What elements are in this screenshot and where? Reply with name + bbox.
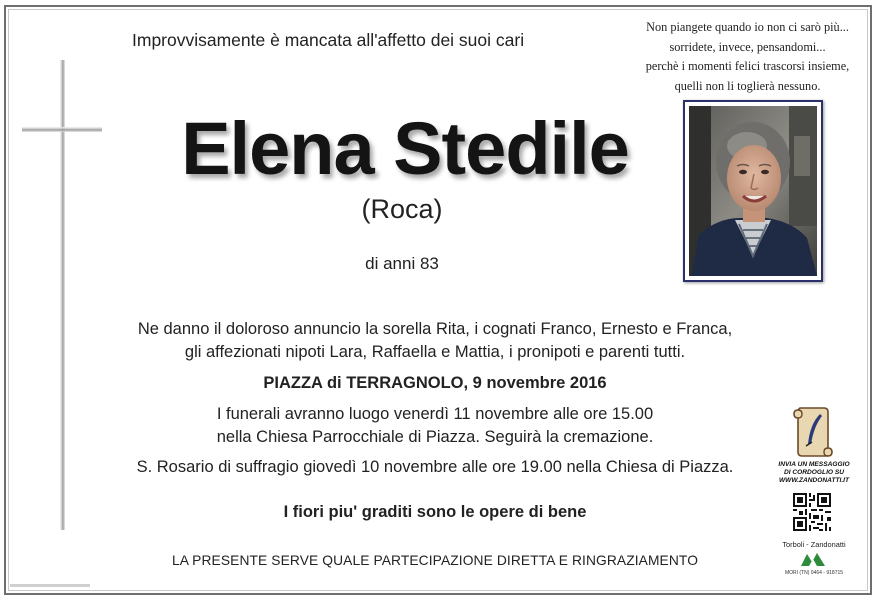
poem-line: sorridete, invece, pensandomi... <box>669 39 826 54</box>
place-date: PIAZZA di TERRAGNOLO, 9 novembre 2016 <box>263 374 607 392</box>
scroll-quill-icon[interactable] <box>790 404 836 460</box>
deceased-age: di anni 83 <box>365 254 439 273</box>
brand-name: Torboli - Zandonatti <box>782 540 846 549</box>
funeral-line: I funerali avranno luogo venerdì 11 novembre alle ore 15.00 <box>216 405 654 423</box>
brand-logo <box>799 551 827 568</box>
condolence-link[interactable] <box>772 461 856 485</box>
rosary-info: S. Rosario di suffragio giovedì 10 novembre alle ore 19.00 nella Chiesa di Piazza. <box>136 458 734 476</box>
poem-line: Non piangete quando io non ci sarò più... <box>646 20 849 34</box>
poem-line: perchè i momenti felici trascorsi insieme, <box>645 59 850 73</box>
closing-note: LA PRESENTE SERVE QUALE PARTECIPAZIONE DIRETTA E RINGRAZIAMENTO <box>171 553 699 568</box>
portrait-frame <box>683 100 823 282</box>
poem <box>630 18 865 96</box>
printer-imprint <box>10 584 90 587</box>
portrait-photo <box>689 106 817 276</box>
cross-icon-bar <box>22 127 102 132</box>
funeral-line: nella Chiesa Parrocchiale di Piazza. Seguirà la cremazione. <box>216 428 654 446</box>
cta-line: INVIA UN MESSAGGIO <box>778 461 850 468</box>
deceased-nickname: (Roca) <box>361 194 443 224</box>
flowers-note: I fiori piu' graditi sono le opere di bene <box>283 503 587 521</box>
intro-text: Improvvisamente è mancata all'affetto dei suoi cari <box>132 30 525 50</box>
qr-code[interactable] <box>793 493 831 531</box>
cta-line: DI CORDOGLIO SU <box>783 469 845 476</box>
announcement <box>110 318 760 364</box>
deceased-name: Elena Stedile <box>181 107 629 190</box>
announcement-line: gli affezionati nipoti Lara, Raffaella e Mattia, i pronipoti e parenti tutti. <box>184 343 686 361</box>
funeral-info <box>110 403 760 449</box>
poem-line: quelli non li toglierà nessuno. <box>674 78 821 93</box>
cta-url[interactable]: WWW.ZANDONATTI.IT <box>778 477 850 484</box>
brand-contact: MORI (TN) 0464 - 918715 <box>784 570 844 576</box>
announcement-line: Ne danno il doloroso annuncio la sorella Rita, i cognati Franco, Ernesto e Franca, <box>137 320 733 338</box>
